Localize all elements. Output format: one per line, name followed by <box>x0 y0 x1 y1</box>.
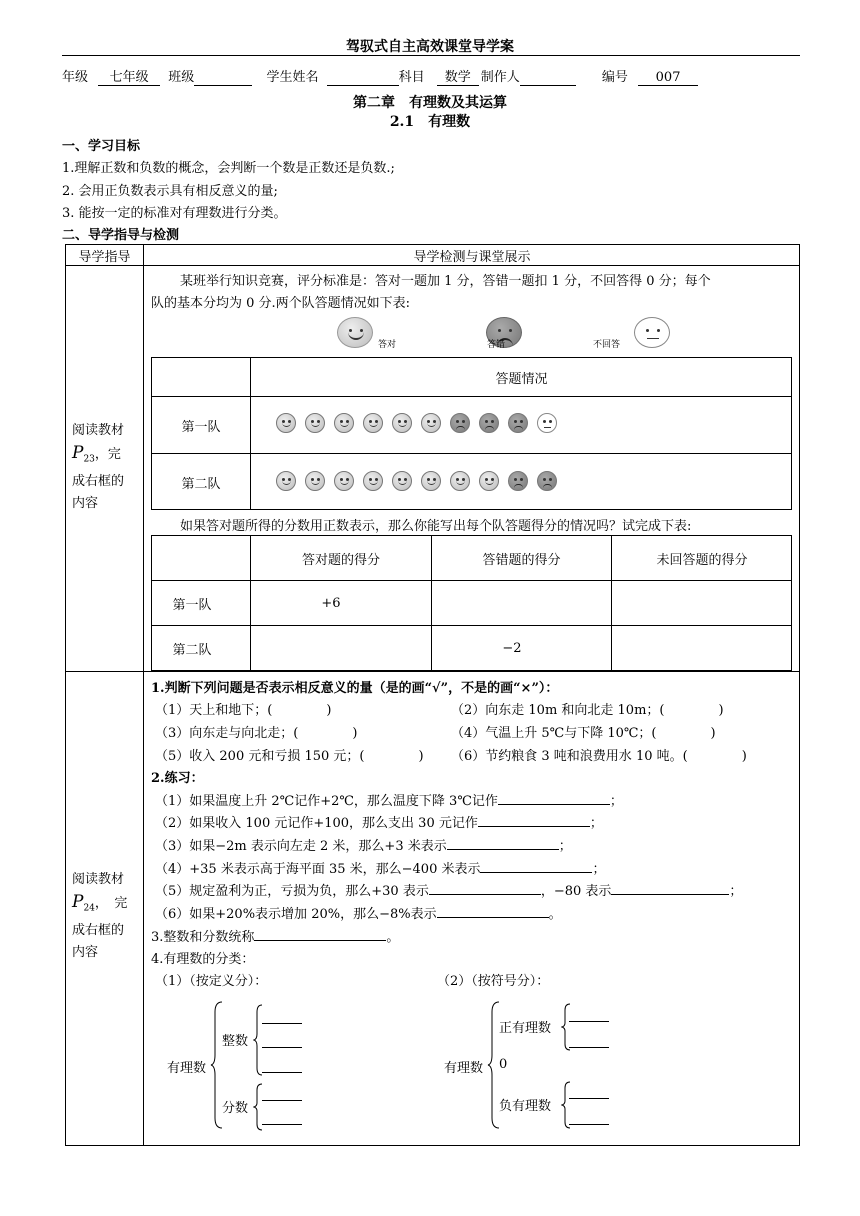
info-line <box>62 66 802 86</box>
q2-title-text: 2.练习： <box>151 771 204 786</box>
paren-close: ) <box>710 726 716 741</box>
judge-text-6: （6）节约粮食 3 吨和浪费用水 10 吨。( <box>451 749 688 764</box>
practice-2 <box>155 812 603 831</box>
practice-5-blank-a[interactable] <box>429 882 541 895</box>
positive-blank-1[interactable] <box>569 1021 609 1022</box>
happy-face-icon <box>305 413 325 433</box>
left2-line1: 阅读教材 <box>72 872 125 887</box>
section-title: 2.1 有理数 <box>389 114 471 130</box>
paren-close: ) <box>718 703 724 718</box>
sad-face-icon <box>479 413 499 433</box>
paren-close: ) <box>418 749 424 764</box>
sad-face-icon <box>508 413 528 433</box>
contest-intro-1: 某班举行知识竞赛，评分标准是：答对一题加 1 分，答错一题扣 1 分，不回答得 0 分；每个 <box>180 274 711 289</box>
author-label: 制作人 <box>480 70 520 85</box>
integer-blank-3[interactable] <box>262 1072 302 1073</box>
practice-3 <box>155 835 572 854</box>
judge-item-1[interactable] <box>155 699 331 718</box>
objective-2: 2. 会用正负数表示具有相反意义的量; <box>62 184 278 199</box>
left2-line2 <box>72 891 142 920</box>
negative-blank-1[interactable] <box>569 1098 609 1099</box>
classify-2-title: （2）（按符号分）： <box>437 974 550 989</box>
class-field[interactable] <box>194 70 252 86</box>
happy-face-icon <box>392 471 412 491</box>
classify-fraction: 分数 <box>222 1101 249 1116</box>
period: 。 <box>548 907 562 922</box>
team1-none-score[interactable] <box>612 581 792 625</box>
q2-title <box>151 767 204 786</box>
grade-label: 年级 <box>62 70 89 85</box>
happy-face-icon <box>363 471 383 491</box>
practice-4 <box>155 858 606 877</box>
left2-line4: 内容 <box>72 944 99 960</box>
happy-face-icon <box>334 413 354 433</box>
judge-text-3: （3）向东走与向北走；( <box>155 726 299 741</box>
period: 。 <box>386 930 400 945</box>
happy-face-icon <box>276 413 296 433</box>
grade-field[interactable]: 七年级 <box>98 66 160 86</box>
neutral-face-icon <box>537 413 557 433</box>
score-question: 如果答对题所得的分数用正数表示，那么你能写出每个队答题得分的情况吗？试完成下表: <box>180 519 692 534</box>
legend-wrong-label: 答错 <box>487 340 506 350</box>
team2-faces <box>276 471 566 491</box>
practice-3-blank[interactable] <box>447 837 559 850</box>
team1-faces <box>276 413 566 433</box>
judge-text-4: （4）气温上升 5℃与下降 10℃；( <box>451 726 657 741</box>
classify-integer: 整数 <box>222 1034 249 1049</box>
classify-zero: 0 <box>499 1057 508 1072</box>
left1-line2 <box>72 442 142 471</box>
practice-5 <box>155 880 742 899</box>
number-field[interactable]: 007 <box>638 70 698 86</box>
practice-2-text: （2）如果收入 100 元记作+100，那么支出 30 元记作 <box>155 816 478 831</box>
team2-correct-score[interactable] <box>251 626 431 671</box>
judge-item-4[interactable] <box>451 722 716 741</box>
document-title: 驾驭式自主高效课堂导学案 <box>346 39 514 55</box>
semicolon: ； <box>589 816 603 831</box>
score-team1-label: 第一队 <box>172 597 212 613</box>
team1-wrong-score[interactable] <box>432 581 611 625</box>
score-header-none: 未回答题的得分 <box>656 552 748 568</box>
practice-5-blank-b[interactable] <box>611 882 729 895</box>
score-team2-label: 第二队 <box>172 643 212 658</box>
col-header-check: 导学检测与课堂展示 <box>413 249 531 265</box>
practice-6-blank[interactable] <box>437 905 549 918</box>
classify-2-root: 有理数 <box>444 1061 484 1076</box>
judge-item-5[interactable] <box>155 745 424 764</box>
happy-face-icon <box>421 471 441 491</box>
answer-table-header: 答题情况 <box>495 371 548 387</box>
classify-1-root: 有理数 <box>167 1061 207 1076</box>
happy-face-icon <box>337 317 373 348</box>
integer-blank-2[interactable] <box>262 1047 302 1048</box>
left1-line4: 内容 <box>72 495 99 511</box>
happy-face-icon <box>305 471 325 491</box>
judge-text-5: （5）收入 200 元和亏损 150 元；( <box>155 749 365 764</box>
objective-3: 3. 能按一定的标准对有理数进行分类。 <box>62 206 287 221</box>
paren-close: ) <box>352 726 358 741</box>
classify-1-title: （1）（按定义分）： <box>155 974 268 989</box>
page-number: 24 <box>83 903 95 914</box>
legend-none-label: 不回答 <box>593 340 621 350</box>
practice-5-text-a: （5）规定盈利为正，亏损为负，那么+30 表示 <box>155 884 429 899</box>
q3-blank[interactable] <box>254 928 386 941</box>
happy-face-icon <box>479 471 499 491</box>
semicolon: ； <box>592 862 606 877</box>
sad-face-icon <box>537 471 557 491</box>
brace-icon <box>561 1003 571 1051</box>
brace-icon <box>561 1081 571 1129</box>
practice-1-blank[interactable] <box>498 792 610 805</box>
page-number: 23 <box>83 454 95 465</box>
left-instruction-1 <box>72 420 142 515</box>
negative-blank-2[interactable] <box>569 1124 609 1125</box>
judge-text-1: （1）天上和地下；( <box>155 703 273 718</box>
col-header-guide: 导学指导 <box>78 249 131 265</box>
positive-blank-2[interactable] <box>569 1047 609 1048</box>
paren-close: ) <box>741 749 747 764</box>
header-row-divider <box>65 265 800 266</box>
class-label: 班级 <box>168 70 195 85</box>
student-label: 学生姓名 <box>266 70 319 85</box>
practice-4-text: （4）+35 米表示高于海平面 35 米，那么−400 米表示 <box>155 862 481 877</box>
row-divider <box>65 671 800 672</box>
fraction-blank-2[interactable] <box>262 1124 302 1125</box>
brace-icon <box>253 1004 263 1076</box>
judge-item-2[interactable] <box>451 699 724 718</box>
semicolon: ； <box>729 884 743 899</box>
fraction-blank-1[interactable] <box>262 1100 302 1101</box>
paren-close: ) <box>326 703 332 718</box>
author-field[interactable] <box>520 70 576 86</box>
practice-4-blank[interactable] <box>480 860 592 873</box>
happy-face-icon <box>276 471 296 491</box>
semicolon: ； <box>609 794 623 809</box>
judge-text-2: （2）向东走 10m 和向北走 10m；( <box>451 703 665 718</box>
judge-item-3[interactable] <box>155 722 357 741</box>
left1-tail: ，完 <box>94 447 121 462</box>
team2-label: 第二队 <box>181 476 221 492</box>
number-label: 编号 <box>601 70 628 85</box>
header-divider <box>62 55 800 56</box>
practice-6-text: （6）如果+20%表示增加 20%，那么−8%表示 <box>155 907 437 922</box>
q4-title: 4.有理数的分类： <box>151 952 255 967</box>
column-divider <box>143 244 144 1146</box>
score-header-wrong: 答错题的得分 <box>482 552 561 568</box>
page-letter: P <box>72 443 84 463</box>
practice-6 <box>155 903 562 922</box>
integer-blank-1[interactable] <box>262 1023 302 1024</box>
left1-line3: 成右框的 <box>72 473 125 489</box>
team1-label: 第一队 <box>181 419 221 435</box>
left2-tail: ， 完 <box>94 896 128 911</box>
q1-title-text: 1.判断下列问题是否表示相反意义的量（是的画“√”，不是的画“×”）： <box>151 681 559 696</box>
team2-wrong-score[interactable]: −2 <box>502 641 522 656</box>
guide-heading: 二、导学指导与检测 <box>62 228 180 243</box>
semicolon: ； <box>558 839 572 854</box>
left2-line3: 成右框的 <box>72 922 125 938</box>
classify-negative: 负有理数 <box>499 1099 552 1114</box>
happy-face-icon <box>392 413 412 433</box>
practice-1 <box>155 790 623 809</box>
chapter-title: 第二章 有理数及其运算 <box>353 95 507 111</box>
team2-none-score[interactable] <box>612 626 792 671</box>
objective-1: 1.理解正数和负数的概念，会判断一个数是正数还是负数.; <box>62 161 395 176</box>
page-letter: P <box>72 892 84 912</box>
objectives-heading: 一、学习目标 <box>62 139 141 154</box>
score-header-correct: 答对题的得分 <box>301 552 380 568</box>
happy-face-icon <box>421 413 441 433</box>
classify-positive: 正有理数 <box>499 1021 552 1036</box>
practice-2-blank[interactable] <box>478 814 590 827</box>
q3-text: 3.整数和分数统称 <box>151 930 255 945</box>
q3-line <box>151 926 399 945</box>
contest-intro-2: 队的基本分均为 0 分.两个队答题情况如下表: <box>151 296 411 311</box>
team1-correct-score[interactable]: +6 <box>321 595 341 611</box>
sad-face-icon <box>508 471 528 491</box>
practice-1-text: （1）如果温度上升 2℃记作+2℃，那么温度下降 3℃记作 <box>155 794 498 809</box>
left1-line1: 阅读教材 <box>72 423 125 438</box>
q1-title <box>151 677 558 696</box>
legend-correct-label: 答对 <box>378 340 397 350</box>
judge-item-6[interactable] <box>451 745 747 764</box>
happy-face-icon <box>334 471 354 491</box>
sad-face-icon <box>450 413 470 433</box>
practice-3-text: （3）如果−2m 表示向左走 2 米，那么+3 米表示 <box>155 839 447 854</box>
happy-face-icon <box>363 413 383 433</box>
subject-field[interactable]: 数学 <box>437 66 479 86</box>
happy-face-icon <box>450 471 470 491</box>
subject-label: 科目 <box>398 70 425 85</box>
left-instruction-2 <box>72 869 142 964</box>
student-name-field[interactable] <box>327 70 399 86</box>
practice-5-text-b: ，−80 表示 <box>540 884 612 899</box>
